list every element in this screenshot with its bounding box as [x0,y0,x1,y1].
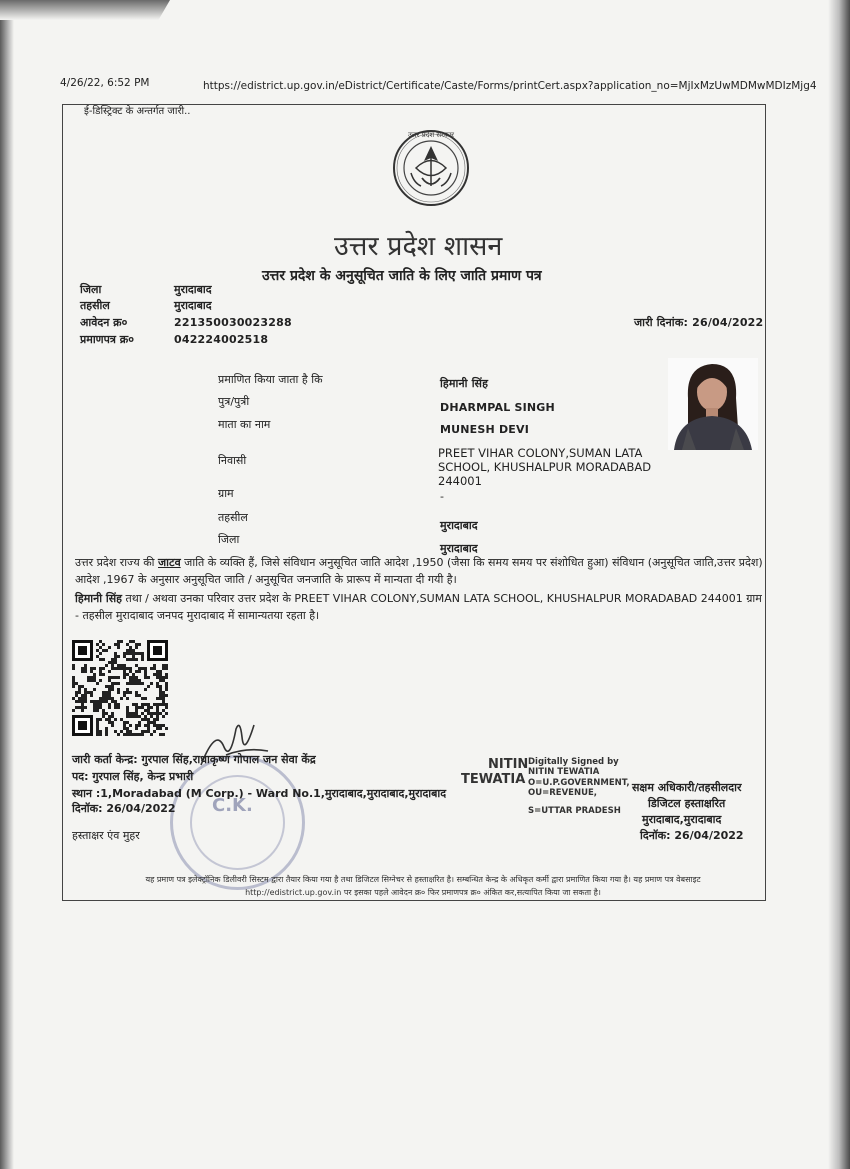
stamp-text: C.K. [212,795,253,816]
village-label: ग्राम [218,487,234,500]
digital-signer-name-line1: NITIN [488,757,529,772]
digital-signer-state: S=UTTAR PRADESH [528,806,621,816]
application-number-value: 221350030023288 [174,316,292,329]
scan-shadow-right [828,0,850,1169]
authority-digital-signed: डिजिटल हस्ताक्षरित [648,797,726,810]
digital-signed-by: Digitally Signed by [528,757,619,767]
issuer-place: स्थान :1,Moradabad (M Corp.) - Ward No.1,मुरादाबाद,मुरादाबाद,मुरादाबाद [72,787,447,800]
caste-paragraph-rest: जाति के व्यक्ति हैं, जिसे संविधान अनुसूचित जाति आदेश ,1950 (जैसा कि समय समय पर संशोधित हुआ) संविधान (अनुसूचित जाति,उत्तर प्रदेश) आदेश ,1967 के अनुसार अनुसूचित जाति / अनुसूचित जनजाति के प्रारूप में मान्यता दी गयी है। [75,556,763,586]
digital-signer-name-line2: TEWATIA [461,772,526,787]
verification-qr-code [72,640,168,736]
footer-note-line2: http://edistrict.up.gov.in पर इसका पहले आवेदन क्र० फिर प्रमाणपत्र क्र० अंकित कर,सत्यापित किया जा सकता है। [245,888,601,897]
tehsil-label: तहसील [80,299,110,312]
residence-paragraph-rest: तथा / अथवा उनका परिवार उत्तर प्रदेश के PREET VIHAR COLONY,SUMAN LATA SCHOOL, KHUSHALPUR MORADABAD 244001 ग्राम - तहसील मुरादाबाद जनपद मुरादाबाद में सामान्यतया रहता है। [75,592,762,622]
district-value: मुरादाबाद [174,283,212,296]
certified-label: प्रमाणित किया जाता है कि [218,373,323,386]
village-value: - [440,490,444,503]
issuer-post: पद: गुरपाल सिंह, केन्द्र प्रभारी [72,770,194,783]
detail-tehsil-value: मुरादाबाद [440,519,478,532]
detail-tehsil-label: तहसील [218,511,248,524]
authority-title: सक्षम अधिकारी/तहसीलदार [632,781,742,794]
caste-paragraph [75,554,765,588]
certificate-number-value: 042224002518 [174,333,269,346]
applicant-name: हिमानी सिंह [440,377,489,390]
district-label: जिला [80,283,102,296]
parent-label: पुत्र/पुत्री [218,395,250,408]
certificate-title: उत्तर प्रदेश के अनुसूचित जाति के लिए जाति प्रमाण पत्र [262,268,542,284]
footer-note-line1: यह प्रमाण पत्र इलेक्ट्रॉनिक डिलीवरी सिस्टम द्वारा तैयार किया गया है तथा डिजिटल सिग्नेचर से हस्ताक्षरित है। सम्बन्धित केन्द्र के अधिकृत कर्मी द्वारा प्रमाणित किया गया है। यह प्रमाण पत्र वेबसाइट [145,875,701,884]
issuer-date: दिनॉक: 26/04/2022 [72,802,176,815]
up-government-seal [386,128,476,208]
print-timestamp: 4/26/22, 6:52 PM [60,77,150,89]
digital-signer-unit: OU=REVENUE, [528,788,598,798]
mother-label: माता का नाम [218,418,271,431]
authority-location: मुरादाबाद,मुरादाबाद [642,813,722,826]
scan-shadow-left [0,0,14,1169]
resident-address: PREET VIHAR COLONY,SUMAN LATA SCHOOL, KHUSHALPUR MORADABAD 244001 [438,446,652,488]
detail-district-value: मुरादाबाद [440,542,478,555]
detail-district-label: जिला [218,533,240,546]
seal-text: उत्तर प्रदेश सरकार [407,131,455,139]
issuer-center: जारी कर्ता केन्द्र: गुरपाल सिंह,राधाकृष्ण गोपाल जन सेवा केंद्र [72,753,316,766]
mother-name: MUNESH DEVI [440,423,530,436]
issue-date: जारी दिनांक: 26/04/2022 [634,316,764,329]
caste-paragraph-start: उत्तर प्रदेश राज्य की [75,556,159,569]
residence-paragraph-name: हिमानी सिंह [75,592,123,605]
certificate-number-label: प्रमाणपत्र क्र० [80,333,134,346]
tehsil-value: मुरादाबाद [174,299,212,312]
issued-under-text: ई-डिस्ट्रिक्ट के अन्तर्गत जारी.. [84,106,191,117]
digital-signer-org: O=U.P.GOVERNMENT, [528,778,630,788]
resident-label: निवासी [218,454,247,467]
authority-date: दिनॉक: 26/04/2022 [640,829,744,842]
print-url: https://edistrict.up.gov.in/eDistrict/Certificate/Caste/Forms/printCert.aspx?application_no=MjIxMzUwMDMwMDIzMjg4 [203,80,817,92]
govt-title: उत्तर प्रदेश शासन [334,231,503,262]
caste-name: जाटव [158,556,181,569]
signature-label: हस्ताक्षर एंव मुहर [72,829,140,842]
applicant-photo [668,358,758,450]
digital-signer-detail: NITIN TEWATIA [528,767,600,777]
parent-name: DHARMPAL SINGH [440,401,555,414]
scan-shadow-top [0,0,170,20]
residence-paragraph [75,590,765,624]
application-number-label: आवेदन क्र० [80,316,128,329]
